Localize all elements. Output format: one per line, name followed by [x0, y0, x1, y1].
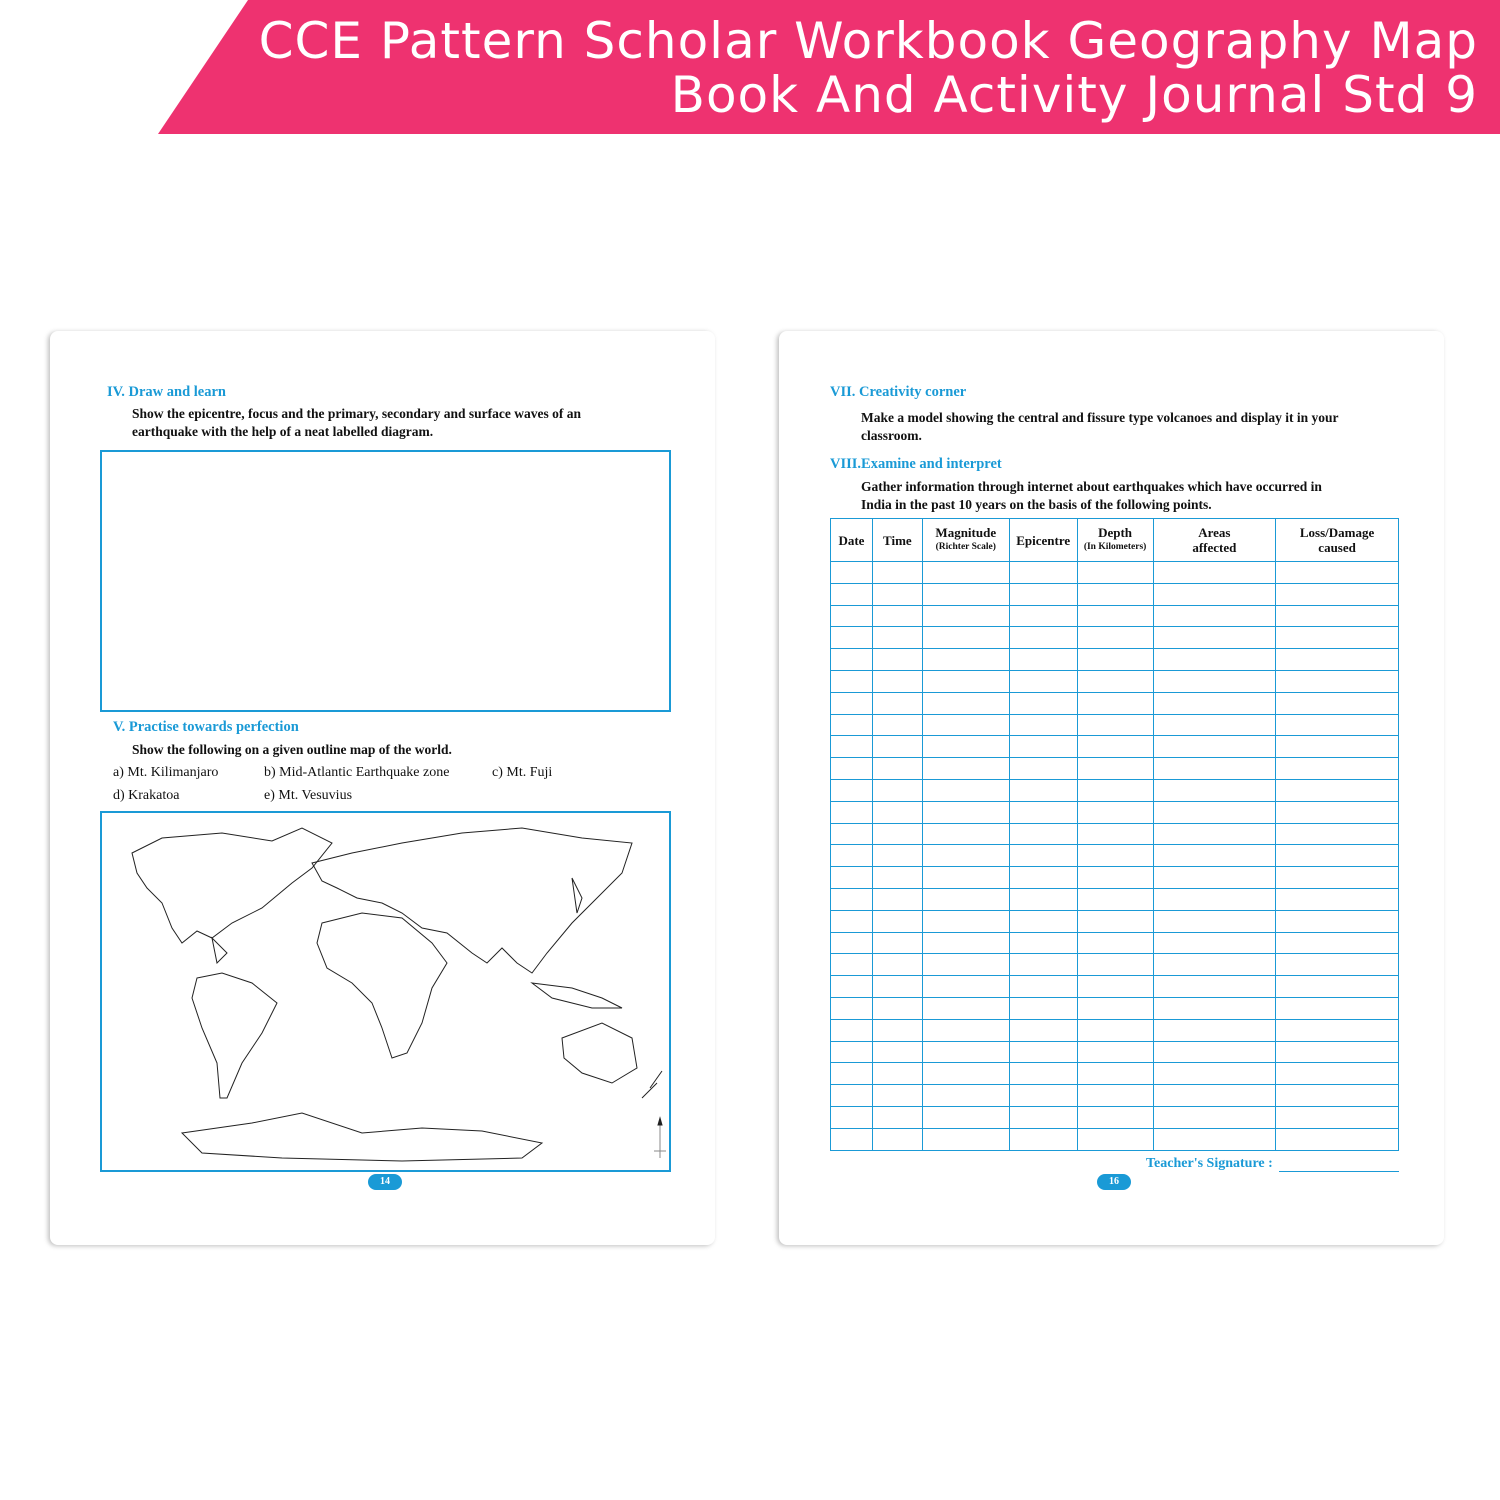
- table-cell: [872, 888, 922, 910]
- table-cell: [831, 801, 873, 823]
- table-row: [831, 670, 1399, 692]
- table-cell: [1276, 932, 1399, 954]
- table-cell: [1153, 736, 1276, 758]
- table-cell: [1009, 823, 1077, 845]
- table-cell: [922, 692, 1009, 714]
- table-cell: [1077, 867, 1153, 889]
- table-cell: [1077, 562, 1153, 584]
- table-cell: [1276, 801, 1399, 823]
- table-cell: [1153, 1106, 1276, 1128]
- table-cell: [1077, 954, 1153, 976]
- table-cell: [1077, 649, 1153, 671]
- table-cell: [831, 823, 873, 845]
- section-heading: VII. Creativity corner: [830, 384, 967, 400]
- list-item: d) Krakatoa: [113, 788, 180, 803]
- table-cell: [1153, 670, 1276, 692]
- table-row: [831, 758, 1399, 780]
- table-cell: [1276, 1019, 1399, 1041]
- title-banner: [0, 0, 1500, 134]
- table-cell: [1153, 932, 1276, 954]
- instruction-text: earthquake with the help of a neat labelled diagram.: [132, 424, 434, 439]
- table-cell: [1077, 692, 1153, 714]
- table-cell: [872, 605, 922, 627]
- table-cell: [872, 867, 922, 889]
- table-cell: [1009, 1085, 1077, 1107]
- table-cell: [1009, 714, 1077, 736]
- table-cell: [872, 1019, 922, 1041]
- table-cell: [922, 627, 1009, 649]
- table-cell: [1077, 845, 1153, 867]
- earthquake-table: [830, 518, 1399, 1151]
- table-cell: [831, 779, 873, 801]
- table-cell: [1153, 1041, 1276, 1063]
- table-row: [831, 583, 1399, 605]
- table-cell: [1276, 1085, 1399, 1107]
- header-subline: affected: [1192, 540, 1237, 555]
- table-cell: [831, 888, 873, 910]
- header-line: Magnitude: [935, 525, 997, 540]
- table-cell: [1153, 779, 1276, 801]
- drawing-box: [100, 450, 671, 712]
- table-cell: [1153, 976, 1276, 998]
- table-cell: [1153, 562, 1276, 584]
- table-cell: [1009, 910, 1077, 932]
- table-cell: [922, 823, 1009, 845]
- table-cell: [831, 714, 873, 736]
- table-cell: [922, 1106, 1009, 1128]
- instruction-text: Show the epicentre, focus and the primary, secondary and surface waves of an: [132, 406, 581, 421]
- table-row: [831, 888, 1399, 910]
- table-row: [831, 627, 1399, 649]
- table-cell: [1153, 954, 1276, 976]
- table-cell: [872, 583, 922, 605]
- table-cell: [1276, 888, 1399, 910]
- instruction-text: India in the past 10 years on the basis of the following points.: [861, 497, 1212, 512]
- table-cell: [831, 692, 873, 714]
- header-line: Time: [883, 532, 912, 548]
- table-cell: [1276, 845, 1399, 867]
- table-cell: [1276, 1041, 1399, 1063]
- table-cell: [1276, 910, 1399, 932]
- page-number-badge: 16: [1097, 1174, 1131, 1190]
- table-cell: [1276, 779, 1399, 801]
- table-cell: [1153, 845, 1276, 867]
- header-subline: (In Kilometers): [1083, 542, 1147, 552]
- table-cell: [1009, 954, 1077, 976]
- table-cell: [1153, 801, 1276, 823]
- table-cell: [872, 1063, 922, 1085]
- table-cell: [922, 583, 1009, 605]
- table-cell: [1153, 627, 1276, 649]
- table-cell: [922, 736, 1009, 758]
- instruction-text: Show the following on a given outline map of the world.: [132, 742, 452, 757]
- table-cell: [831, 562, 873, 584]
- table-cell: [872, 758, 922, 780]
- table-cell: [872, 845, 922, 867]
- table-cell: [831, 1106, 873, 1128]
- table-cell: [922, 605, 1009, 627]
- table-cell: [1009, 692, 1077, 714]
- table-cell: [1276, 1063, 1399, 1085]
- table-cell: [831, 1041, 873, 1063]
- table-cell: [1153, 867, 1276, 889]
- table-row: [831, 801, 1399, 823]
- instruction-text: classroom.: [861, 428, 922, 443]
- table-cell: [872, 997, 922, 1019]
- table-row: [831, 562, 1399, 584]
- table-cell: [1077, 997, 1153, 1019]
- column-header: [1009, 519, 1077, 562]
- table-cell: [1077, 1041, 1153, 1063]
- table-cell: [831, 845, 873, 867]
- table-cell: [1153, 583, 1276, 605]
- table-cell: [1276, 583, 1399, 605]
- table-cell: [922, 976, 1009, 998]
- table-cell: [1009, 888, 1077, 910]
- workbook-page-16: [779, 331, 1444, 1245]
- table-cell: [922, 649, 1009, 671]
- column-header: [1153, 519, 1276, 562]
- table-cell: [872, 1085, 922, 1107]
- table-row: [831, 605, 1399, 627]
- table-cell: [1009, 605, 1077, 627]
- table-cell: [831, 1085, 873, 1107]
- table-cell: [1077, 888, 1153, 910]
- header-line: Depth: [1098, 525, 1133, 540]
- table-cell: [872, 1106, 922, 1128]
- table-row: [831, 867, 1399, 889]
- table-cell: [831, 932, 873, 954]
- title-line-2: Book And Activity Journal Std 9: [670, 66, 1478, 124]
- table-cell: [922, 997, 1009, 1019]
- table-row: [831, 736, 1399, 758]
- table-cell: [1276, 670, 1399, 692]
- section-heading: IV. Draw and learn: [107, 384, 226, 400]
- table-cell: [1009, 801, 1077, 823]
- table-cell: [922, 562, 1009, 584]
- table-cell: [872, 976, 922, 998]
- table-row: [831, 649, 1399, 671]
- header-subline: (Richter Scale): [935, 542, 996, 552]
- table-cell: [922, 910, 1009, 932]
- table-cell: [1153, 649, 1276, 671]
- table-cell: [1276, 823, 1399, 845]
- table-cell: [1276, 997, 1399, 1019]
- table-cell: [1009, 758, 1077, 780]
- table-cell: [922, 867, 1009, 889]
- table-cell: [831, 1128, 873, 1150]
- table-row: [831, 997, 1399, 1019]
- table-cell: [1077, 605, 1153, 627]
- table-cell: [831, 627, 873, 649]
- signature-line: [1279, 1171, 1399, 1172]
- table-row: [831, 976, 1399, 998]
- table-cell: [922, 954, 1009, 976]
- list-item: b) Mid-Atlantic Earthquake zone: [264, 765, 450, 780]
- table-cell: [1153, 997, 1276, 1019]
- table-cell: [1009, 583, 1077, 605]
- table-cell: [1077, 1085, 1153, 1107]
- table-row: [831, 692, 1399, 714]
- table-cell: [831, 583, 873, 605]
- table-cell: [922, 1128, 1009, 1150]
- table-cell: [1009, 779, 1077, 801]
- table-cell: [1276, 562, 1399, 584]
- table-cell: [1077, 758, 1153, 780]
- table-cell: [1009, 1041, 1077, 1063]
- table-cell: [831, 910, 873, 932]
- table-row: [831, 1106, 1399, 1128]
- table-cell: [1077, 1019, 1153, 1041]
- table-cell: [1077, 1106, 1153, 1128]
- table-row: [831, 932, 1399, 954]
- header-line: Areas: [1198, 525, 1231, 540]
- table-cell: [872, 714, 922, 736]
- table-cell: [922, 758, 1009, 780]
- banner-title: [259, 14, 1478, 122]
- table-cell: [872, 1128, 922, 1150]
- instruction-text: Gather information through internet about earthquakes which have occurred in: [861, 479, 1322, 494]
- table-cell: [1276, 1106, 1399, 1128]
- table-cell: [1276, 649, 1399, 671]
- table-cell: [831, 954, 873, 976]
- table-cell: [1009, 1106, 1077, 1128]
- page-number-badge: 14: [368, 1174, 402, 1190]
- table-row: [831, 823, 1399, 845]
- table-cell: [1276, 954, 1399, 976]
- table-cell: [831, 976, 873, 998]
- table-cell: [872, 562, 922, 584]
- section-heading: V. Practise towards perfection: [113, 719, 299, 735]
- table-cell: [1276, 736, 1399, 758]
- table-cell: [872, 670, 922, 692]
- table-cell: [1276, 692, 1399, 714]
- table-cell: [872, 649, 922, 671]
- table-cell: [831, 736, 873, 758]
- table-cell: [922, 714, 1009, 736]
- table-cell: [831, 758, 873, 780]
- table-cell: [872, 1041, 922, 1063]
- table-cell: [922, 1019, 1009, 1041]
- table-cell: [1077, 910, 1153, 932]
- table-cell: [1009, 1128, 1077, 1150]
- table-cell: [1009, 867, 1077, 889]
- table-row: [831, 1085, 1399, 1107]
- table-cell: [1153, 888, 1276, 910]
- table-cell: [1009, 1063, 1077, 1085]
- table-cell: [922, 888, 1009, 910]
- table-row: [831, 1019, 1399, 1041]
- table-cell: [1276, 976, 1399, 998]
- table-cell: [1077, 932, 1153, 954]
- table-row: [831, 910, 1399, 932]
- table-cell: [1153, 692, 1276, 714]
- world-outline-map: [100, 811, 671, 1172]
- table-cell: [831, 670, 873, 692]
- table-cell: [872, 736, 922, 758]
- instruction-text: Make a model showing the central and fissure type volcanoes and display it in your: [861, 410, 1339, 425]
- table-cell: [1077, 976, 1153, 998]
- table-cell: [1077, 1063, 1153, 1085]
- list-item: c) Mt. Fuji: [492, 765, 553, 780]
- table-cell: [1077, 823, 1153, 845]
- table-cell: [872, 823, 922, 845]
- table-cell: [1009, 649, 1077, 671]
- column-header: [1077, 519, 1153, 562]
- table-cell: [1077, 670, 1153, 692]
- table-cell: [1276, 714, 1399, 736]
- table-cell: [1153, 758, 1276, 780]
- table-cell: [872, 932, 922, 954]
- workbook-page-14: [50, 331, 715, 1245]
- table-cell: [922, 1085, 1009, 1107]
- table-cell: [1077, 736, 1153, 758]
- table-row: [831, 1041, 1399, 1063]
- table-cell: [922, 670, 1009, 692]
- table-row: [831, 779, 1399, 801]
- header-line: Epicentre: [1016, 532, 1071, 548]
- column-header: [872, 519, 922, 562]
- table-cell: [831, 649, 873, 671]
- table-row: [831, 714, 1399, 736]
- table-cell: [1276, 867, 1399, 889]
- table-cell: [1153, 714, 1276, 736]
- table-cell: [1276, 1128, 1399, 1150]
- table-cell: [922, 1041, 1009, 1063]
- table-cell: [1276, 758, 1399, 780]
- table-cell: [1009, 670, 1077, 692]
- table-cell: [1153, 1085, 1276, 1107]
- table-cell: [1077, 801, 1153, 823]
- table-cell: [922, 779, 1009, 801]
- table-row: [831, 845, 1399, 867]
- table-cell: [1009, 845, 1077, 867]
- table-cell: [1009, 976, 1077, 998]
- table-cell: [1077, 1128, 1153, 1150]
- header-subline: caused: [1318, 540, 1356, 555]
- table-cell: [872, 954, 922, 976]
- table-cell: [872, 801, 922, 823]
- header-line: Date: [838, 532, 865, 548]
- title-line-1: CCE Pattern Scholar Workbook Geography Map: [258, 12, 1478, 70]
- table-cell: [922, 845, 1009, 867]
- table-cell: [1153, 1063, 1276, 1085]
- table-cell: [922, 801, 1009, 823]
- table-cell: [922, 1063, 1009, 1085]
- table-cell: [1077, 779, 1153, 801]
- table-cell: [1077, 627, 1153, 649]
- table-cell: [1009, 997, 1077, 1019]
- column-header: [831, 519, 873, 562]
- table-cell: [1077, 714, 1153, 736]
- table-cell: [1009, 562, 1077, 584]
- table-cell: [1153, 605, 1276, 627]
- table-cell: [1276, 605, 1399, 627]
- table-cell: [1276, 627, 1399, 649]
- table-cell: [1009, 627, 1077, 649]
- table-cell: [1009, 932, 1077, 954]
- column-header: [1276, 519, 1399, 562]
- table-cell: [1009, 736, 1077, 758]
- section-heading: VIII.Examine and interpret: [830, 456, 1002, 472]
- table-cell: [872, 910, 922, 932]
- table-cell: [1153, 910, 1276, 932]
- table-cell: [872, 692, 922, 714]
- signature-label: Teacher's Signature :: [1146, 1156, 1273, 1171]
- table-cell: [831, 867, 873, 889]
- table-row: [831, 1128, 1399, 1150]
- header-line: Loss/Damage: [1299, 525, 1375, 540]
- table-cell: [831, 997, 873, 1019]
- table-cell: [1077, 583, 1153, 605]
- table-cell: [872, 627, 922, 649]
- table-cell: [1153, 823, 1276, 845]
- table-cell: [831, 605, 873, 627]
- table-cell: [831, 1019, 873, 1041]
- list-item: a) Mt. Kilimanjaro: [113, 765, 219, 780]
- table-row: [831, 954, 1399, 976]
- column-header: [922, 519, 1009, 562]
- table-cell: [831, 1063, 873, 1085]
- table-cell: [1009, 1019, 1077, 1041]
- table-cell: [1153, 1128, 1276, 1150]
- table-cell: [1153, 1019, 1276, 1041]
- list-item: e) Mt. Vesuvius: [264, 788, 353, 803]
- table-row: [831, 1063, 1399, 1085]
- table-cell: [872, 779, 922, 801]
- table-cell: [922, 932, 1009, 954]
